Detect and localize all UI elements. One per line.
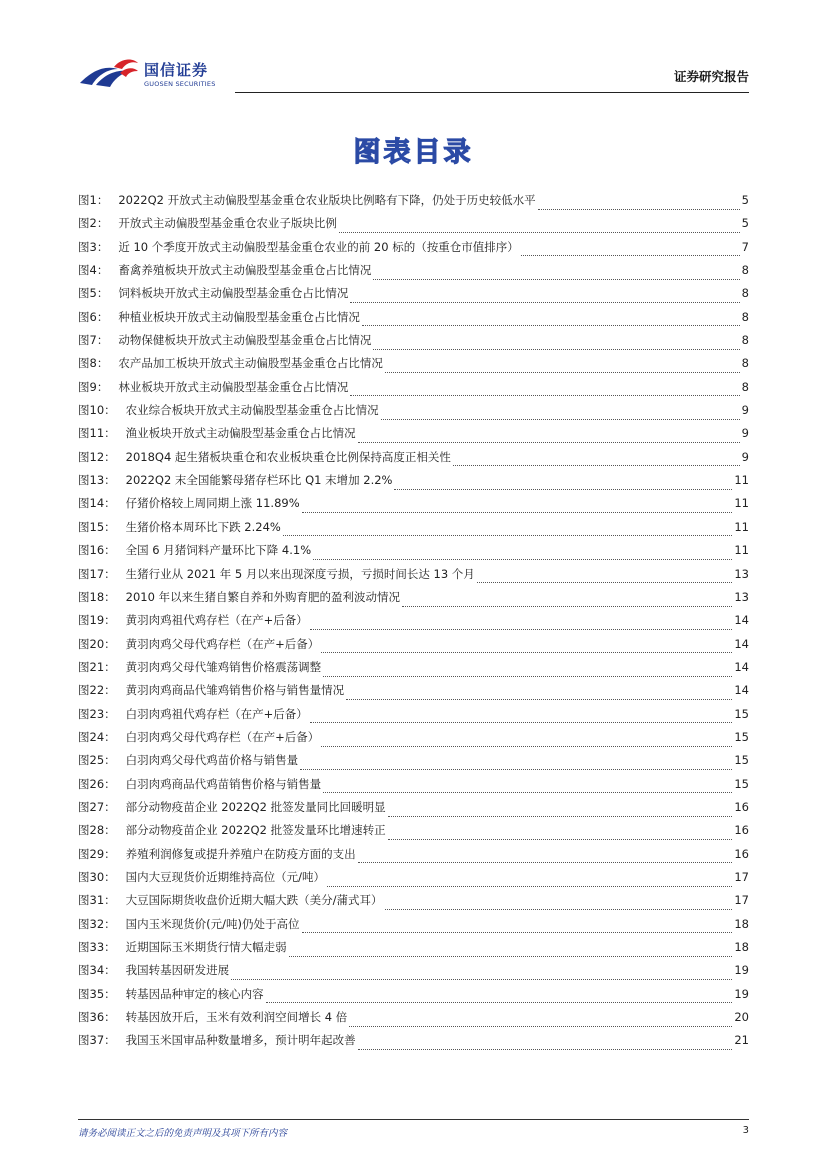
toc-entry-page[interactable]: 5 [741, 193, 749, 207]
toc-dot-leader [321, 745, 732, 747]
toc-dot-leader [362, 324, 740, 326]
toc-entry-page[interactable]: 16 [734, 823, 749, 838]
toc-entry-title[interactable]: 部分动物疫苗企业 2022Q2 批签发量环比增速转正 [125, 823, 386, 838]
toc-entry-label: 图30： [78, 869, 116, 884]
toc-entry-title[interactable]: 全国 6 月猪饲料产量环比下降 4.1% [125, 543, 312, 558]
toc-entry-page[interactable]: 15 [734, 753, 749, 768]
toc-dot-leader [373, 348, 739, 350]
toc-entry-label: 图24： [78, 729, 116, 744]
toc-entry[interactable] [78, 800, 749, 823]
toc-entry-title[interactable]: 黄羽肉鸡商品代雏鸡销售价格与销售量情况 [125, 683, 345, 698]
toc-dot-leader [327, 885, 732, 887]
toc-entry-label: 图10： [78, 403, 116, 418]
toc-dot-leader [477, 581, 733, 583]
toc-dot-leader [310, 721, 733, 723]
toc-entry-page[interactable]: 17 [734, 869, 749, 884]
toc-entry-title[interactable]: 白羽肉鸡祖代鸡存栏（在产+后备） [125, 706, 308, 721]
toc-entry-page[interactable]: 8 [741, 286, 749, 301]
toc-entry-label: 图31： [78, 893, 116, 908]
logo-english-name: GUOSEN SECURITIES [144, 80, 216, 88]
toc-dot-leader [402, 605, 732, 607]
toc-entry-page[interactable]: 7 [741, 239, 749, 254]
toc-entry-label: 图16： [78, 543, 116, 558]
toc-entry-page[interactable]: 16 [734, 799, 749, 814]
toc-entry-label: 图6： [78, 309, 109, 324]
page-title: 图表目录 [353, 137, 474, 168]
toc-dot-leader [358, 441, 740, 443]
toc-entry[interactable] [78, 987, 749, 1010]
toc-entry-title[interactable]: 开放式主动偏股型基金重仓农业子版块比例 [118, 216, 337, 231]
toc-entry-page[interactable]: 19 [734, 986, 749, 1001]
toc-entry-label: 图18： [78, 589, 116, 604]
page-header [78, 55, 749, 93]
toc-entry-title[interactable]: 黄羽肉鸡祖代鸡存栏（在产+后备） [125, 613, 308, 628]
toc-entry[interactable] [78, 1010, 749, 1033]
toc-dot-leader [321, 651, 732, 653]
toc-dot-leader [310, 628, 733, 630]
toc-entry-title[interactable]: 转基因放开后，玉米有效利润空间增长 4 倍 [125, 1010, 348, 1025]
toc-entry-label: 图15： [78, 519, 116, 534]
toc-entry-page[interactable]: 9 [741, 403, 749, 418]
toc-entry-title[interactable]: 近 10 个季度开放式主动偏股型基金重仓农业的前 20 标的（按重仓市值排序） [118, 239, 519, 254]
toc-entry[interactable] [78, 496, 749, 519]
toc-entry[interactable] [78, 450, 749, 473]
toc-entry-page[interactable]: 18 [734, 940, 749, 954]
toc-dot-leader [381, 418, 740, 420]
toc-dot-leader [394, 488, 732, 490]
toc-entry[interactable] [78, 1033, 749, 1056]
toc-dot-leader [521, 254, 740, 256]
toc-entry-title[interactable]: 白羽肉鸡父母代鸡苗价格与销售量 [125, 753, 299, 768]
toc-entry-label: 图28： [78, 823, 116, 838]
toc-entry-page[interactable]: 8 [741, 333, 749, 348]
toc-entry-label: 图2： [78, 216, 109, 231]
toc-entry-title[interactable]: 2010 年以来生猪自繁自养和外购育肥的盈利波动情况 [125, 589, 401, 604]
guosen-logo-icon [78, 57, 140, 89]
toc-entry-page[interactable]: 5 [741, 216, 749, 231]
toc-entry-title[interactable]: 仔猪价格较上周同期上涨 11.89% [125, 496, 300, 511]
toc-entry-title[interactable]: 生猪行业从 2021 年 5 月以来出现深度亏损，亏损时间长达 13 个月 [125, 566, 475, 581]
toc-entry-label: 图21： [78, 659, 116, 674]
logo-chinese-name: 国信证券 [144, 61, 209, 79]
toc-entry-title[interactable]: 白羽肉鸡父母代鸡存栏（在产+后备） [125, 729, 320, 744]
toc-dot-leader [300, 768, 732, 770]
company-logo [78, 55, 228, 93]
toc-dot-leader [302, 931, 733, 933]
toc-dot-leader [339, 231, 740, 233]
toc-entry-page[interactable]: 13 [734, 566, 749, 581]
toc-entry[interactable] [78, 940, 749, 963]
toc-entry-title[interactable]: 白羽肉鸡商品代鸡苗销售价格与销售量 [125, 776, 322, 791]
toc-entry-label: 图8： [78, 356, 109, 371]
toc-dot-leader [385, 908, 733, 910]
toc-entry-page[interactable]: 8 [741, 263, 749, 278]
toc-entry-title[interactable]: 国内大豆现货价近期维持高位（元/吨） [125, 869, 326, 884]
toc-entry[interactable] [78, 613, 749, 636]
toc-dot-leader [350, 301, 739, 303]
toc-entry[interactable] [78, 520, 749, 543]
toc-entry-label: 图23： [78, 706, 116, 721]
toc-dot-leader [385, 371, 740, 373]
toc-entry-page[interactable]: 11 [734, 519, 749, 534]
toc-entry[interactable] [78, 660, 749, 683]
toc-entry[interactable] [78, 333, 749, 356]
toc-entry-label: 图12： [78, 449, 116, 464]
toc-dot-leader [358, 861, 733, 863]
toc-entry-page[interactable]: 19 [734, 963, 749, 978]
toc-entry-label: 图27： [78, 799, 116, 814]
toc-entry-title[interactable]: 2022Q2 末全国能繁母猪存栏环比 Q1 末增加 2.2% [125, 473, 393, 488]
toc-entry-label: 图11： [78, 426, 116, 441]
toc-entry-title[interactable]: 2022Q2 开放式主动偏股型基金重仓农业版块比例略有下降，仍处于历史较低水平 [118, 193, 536, 207]
toc-entry-title[interactable]: 动物保健板块开放式主动偏股型基金重仓占比情况 [118, 333, 372, 348]
toc-entry-page[interactable]: 14 [734, 683, 749, 698]
toc-dot-leader [323, 675, 732, 677]
toc-entry[interactable] [78, 870, 749, 893]
toc-entry-page[interactable]: 13 [734, 589, 749, 604]
report-type-label: 证券研究报告 [673, 69, 749, 84]
toc-dot-leader [266, 1001, 733, 1003]
toc-entry[interactable] [78, 777, 749, 800]
toc-entry-page[interactable]: 8 [741, 379, 749, 394]
toc-entry-label: 图9： [78, 379, 109, 394]
toc-entry-label: 图5： [78, 286, 109, 301]
toc-entry-title[interactable]: 部分动物疫苗企业 2022Q2 批签发量同比回暖明显 [125, 799, 386, 814]
toc-entry[interactable] [78, 823, 749, 846]
toc-entry-label: 图32： [78, 916, 116, 931]
toc-entry[interactable] [78, 637, 749, 660]
toc-entry-label: 图3： [78, 239, 109, 254]
toc-entry-page[interactable]: 14 [734, 636, 749, 651]
toc-entry[interactable] [78, 403, 749, 426]
toc-entry-title[interactable]: 林业板块开放式主动偏股型基金重仓占比情况 [118, 379, 349, 394]
toc-entry-label: 图19： [78, 613, 116, 628]
toc-entry-page[interactable]: 21 [734, 1033, 749, 1048]
toc-entry-title[interactable]: 养殖利润修复或提升养殖户在防疫方面的支出 [125, 846, 356, 861]
toc-entry-label: 图17： [78, 566, 116, 581]
toc-entry-label: 图37： [78, 1033, 116, 1048]
page-number: 3 [742, 1125, 749, 1136]
toc-entry-label: 图33： [78, 940, 116, 954]
toc-entry-title[interactable]: 国内玉米现货价(元/吨)仍处于高位 [125, 916, 300, 931]
toc-entry-page[interactable]: 11 [734, 473, 749, 488]
toc-entry[interactable] [78, 730, 749, 753]
toc-entry-label: 图1： [78, 193, 109, 207]
toc-dot-leader [373, 278, 739, 280]
toc-dot-leader [388, 815, 733, 817]
toc-entry-title[interactable]: 2018Q4 起生猪板块重仓和农业板块重仓比例保持高度正相关性 [125, 449, 451, 464]
toc-entry-label: 图20： [78, 636, 116, 651]
toc-entry[interactable] [78, 707, 749, 730]
toc-entry-page[interactable]: 8 [741, 309, 749, 324]
toc-entry[interactable] [78, 847, 749, 870]
toc-entry-label: 图29： [78, 846, 116, 861]
toc-entry-title[interactable]: 我国玉米国审品种数量增多，预计明年起改善 [125, 1033, 356, 1048]
toc-entry-title[interactable]: 转基因品种审定的核心内容 [125, 986, 264, 1001]
toc-entry-title[interactable]: 生猪价格本周环比下跌 2.24% [125, 519, 281, 534]
toc-entry-page[interactable]: 9 [741, 426, 749, 441]
toc-entry[interactable] [78, 543, 749, 566]
toc-entry[interactable] [78, 356, 749, 379]
toc-entry-page[interactable]: 14 [734, 659, 749, 674]
toc-dot-leader [313, 558, 732, 560]
toc-entry-title[interactable]: 种植业板块开放式主动偏股型基金重仓占比情况 [118, 309, 360, 324]
toc-entry-page[interactable]: 16 [734, 846, 749, 861]
toc-entry[interactable] [78, 426, 749, 449]
toc-dot-leader [346, 698, 732, 700]
toc-entry[interactable] [78, 216, 749, 239]
toc-entry-label: 图36： [78, 1010, 116, 1025]
toc-entry-page[interactable]: 17 [734, 893, 749, 908]
toc-entry-title[interactable]: 农业综合板块开放式主动偏股型基金重仓占比情况 [125, 403, 379, 418]
toc-dot-leader [350, 394, 739, 396]
toc-entry[interactable] [78, 683, 749, 706]
toc-entry-title[interactable]: 我国转基因研发进展 [125, 963, 230, 978]
toc-entry-page[interactable]: 11 [734, 543, 749, 558]
toc-entry[interactable] [78, 193, 749, 216]
toc-entry-title[interactable]: 近期国际玉米期货行情大幅走弱 [125, 940, 287, 954]
toc-entry-label: 图7： [78, 333, 109, 348]
toc-entry-page[interactable]: 8 [741, 356, 749, 371]
toc-entry[interactable] [78, 240, 749, 263]
toc-entry[interactable] [78, 917, 749, 940]
toc-entry-title[interactable]: 农产品加工板块开放式主动偏股型基金重仓占比情况 [118, 356, 383, 371]
toc-entry-page[interactable]: 20 [734, 1010, 749, 1025]
toc-entry-page[interactable]: 14 [734, 613, 749, 628]
toc-entry[interactable] [78, 286, 749, 309]
table-of-figures [78, 193, 749, 1057]
toc-dot-leader [453, 464, 740, 466]
toc-entry[interactable] [78, 380, 749, 403]
toc-entry-page[interactable]: 15 [734, 729, 749, 744]
toc-entry-label: 图4： [78, 263, 109, 278]
toc-entry[interactable] [78, 590, 749, 613]
toc-entry[interactable] [78, 893, 749, 916]
toc-entry-title[interactable]: 饲料板块开放式主动偏股型基金重仓占比情况 [118, 286, 349, 301]
toc-entry[interactable] [78, 567, 749, 590]
footer-divider [78, 1119, 749, 1120]
toc-dot-leader [283, 534, 733, 536]
toc-dot-leader [302, 511, 733, 513]
toc-entry-page[interactable]: 18 [734, 916, 749, 931]
toc-entry[interactable] [78, 963, 749, 986]
toc-entry-page[interactable]: 11 [734, 496, 749, 511]
toc-dot-leader [388, 838, 733, 840]
toc-entry[interactable] [78, 310, 749, 333]
toc-dot-leader [349, 1025, 732, 1027]
header-divider [235, 92, 749, 93]
toc-entry-label: 图25： [78, 753, 116, 768]
toc-entry-label: 图26： [78, 776, 116, 791]
toc-entry-page[interactable]: 15 [734, 776, 749, 791]
toc-dot-leader [323, 791, 732, 793]
toc-entry-label: 图14： [78, 496, 116, 511]
toc-entry-page[interactable]: 9 [741, 449, 749, 464]
toc-dot-leader [289, 955, 733, 957]
toc-entry-title[interactable]: 黄羽肉鸡父母代雏鸡销售价格震荡调整 [125, 659, 322, 674]
toc-entry[interactable] [78, 753, 749, 776]
toc-entry-label: 图22： [78, 683, 116, 698]
toc-entry-label: 图34： [78, 963, 116, 978]
toc-entry[interactable] [78, 473, 749, 496]
toc-entry-label: 图35： [78, 986, 116, 1001]
footer-disclaimer: 请务必阅读正文之后的免责声明及其项下所有内容 [78, 1128, 288, 1139]
toc-dot-leader [538, 208, 740, 210]
toc-entry[interactable] [78, 263, 749, 286]
toc-entry-title[interactable]: 畜禽养殖板块开放式主动偏股型基金重仓占比情况 [118, 263, 372, 278]
toc-entry-label: 图13： [78, 473, 116, 488]
toc-entry-title[interactable]: 黄羽肉鸡父母代鸡存栏（在产+后备） [125, 636, 320, 651]
toc-dot-leader [358, 1048, 733, 1050]
toc-entry-title[interactable]: 大豆国际期货收盘价近期大幅大跌（美分/蒲式耳） [125, 893, 383, 908]
toc-entry-title[interactable]: 渔业板块开放式主动偏股型基金重仓占比情况 [125, 426, 356, 441]
toc-dot-leader [231, 978, 732, 980]
toc-entry-page[interactable]: 15 [734, 706, 749, 721]
